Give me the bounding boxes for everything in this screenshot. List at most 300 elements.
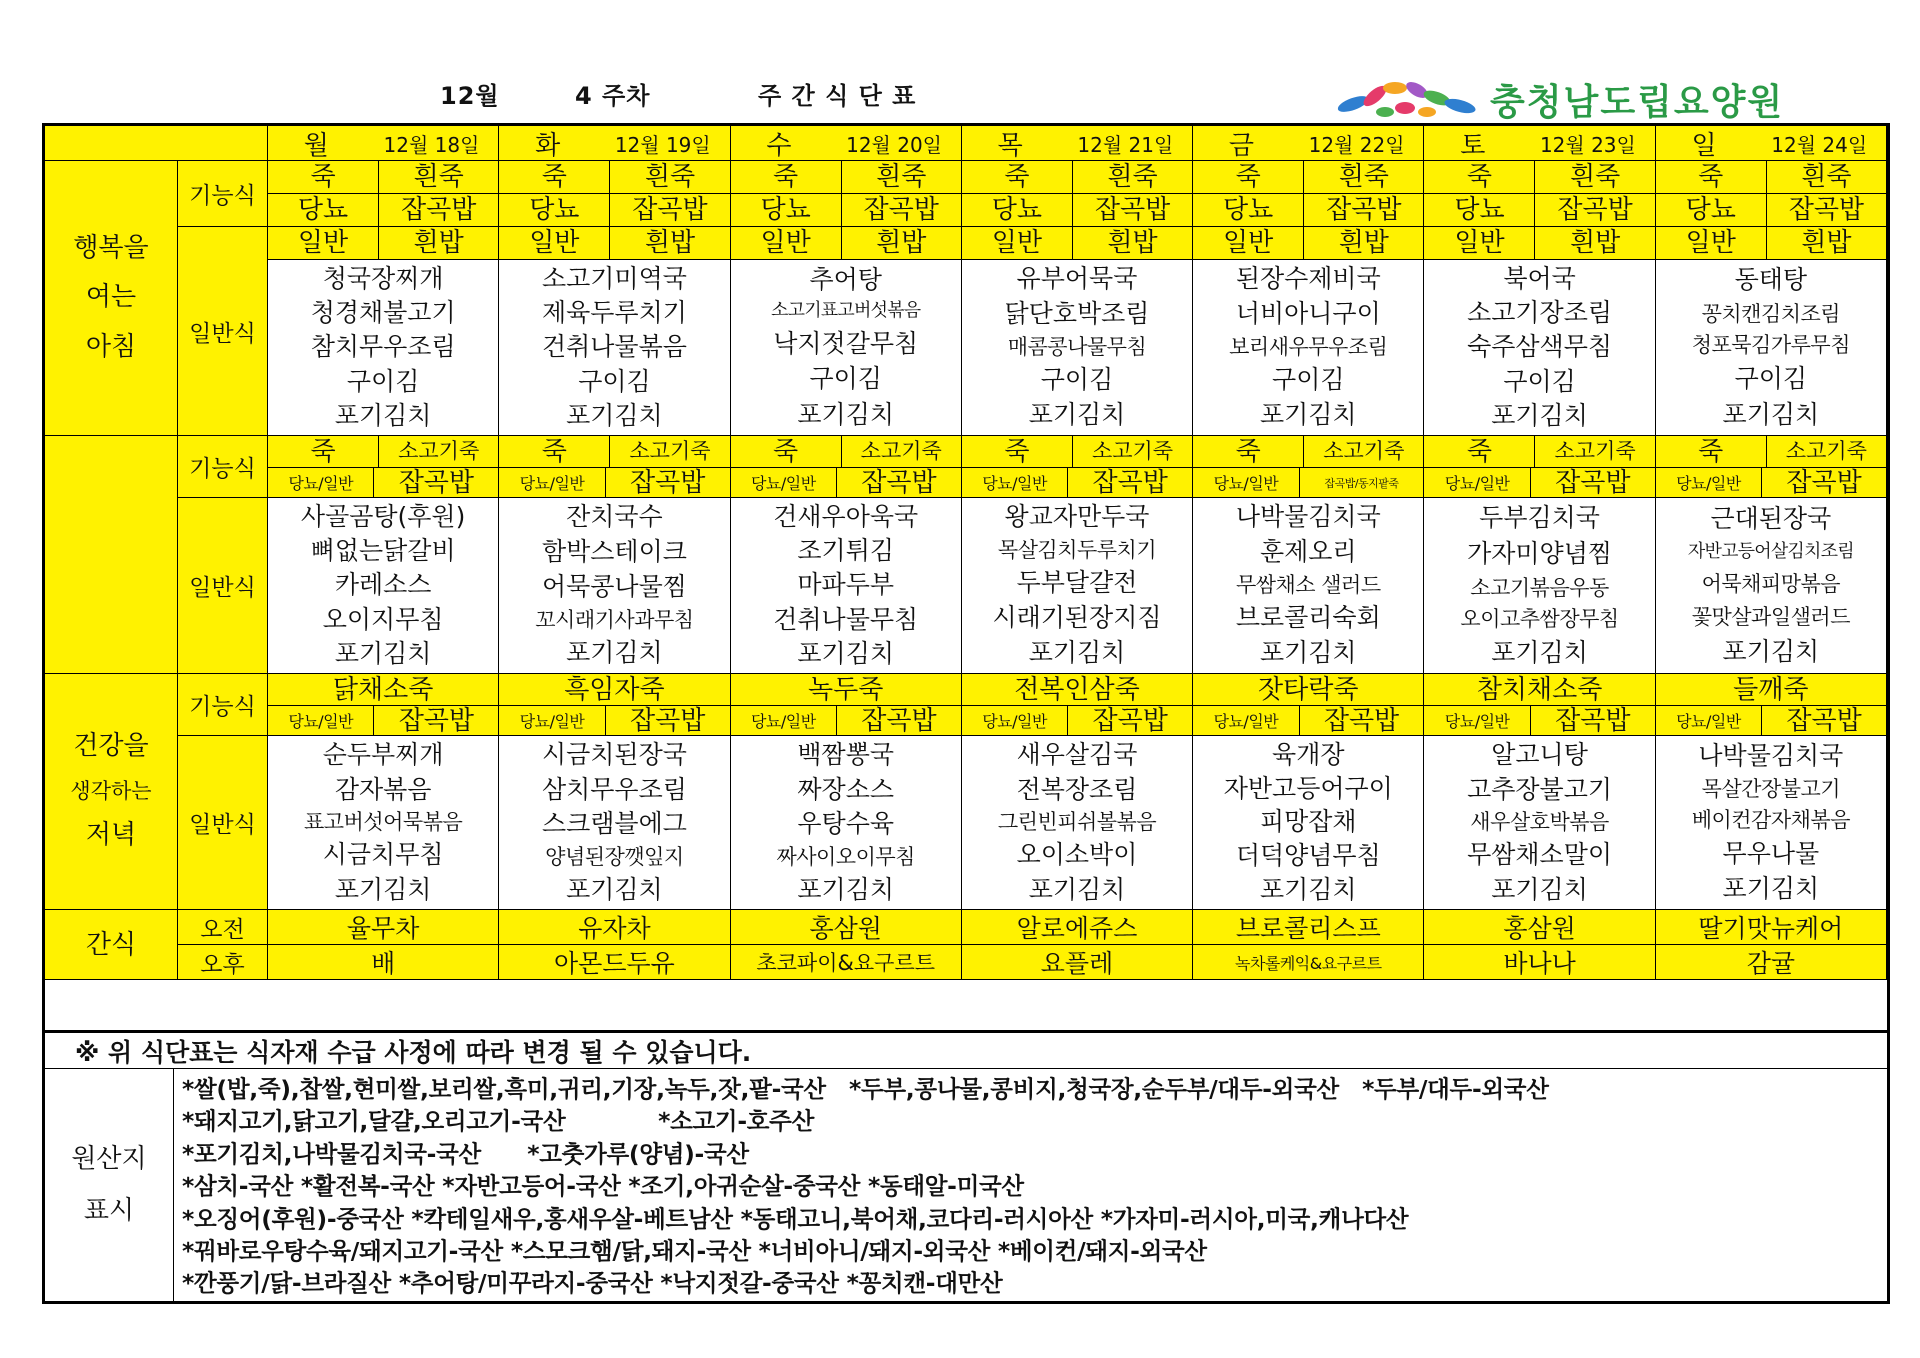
- menu-item: 청포묵김가루무침: [1691, 333, 1850, 358]
- snack-am-cell: 알로에쥬스: [962, 910, 1193, 945]
- breakfast-regular-rice-cell: [1193, 227, 1424, 260]
- cell-left: 일반: [962, 227, 1073, 259]
- dinner-porridge-cell: 참치채소죽: [1424, 674, 1655, 706]
- menu-item: 건취나물무침: [773, 604, 919, 634]
- snack-pm-cell: 요플레: [962, 945, 1193, 980]
- menu-item: 청경채불고기: [310, 298, 456, 328]
- dinner-menu-sun: [1656, 736, 1887, 910]
- menu-item: 구이김: [1040, 365, 1114, 395]
- cell-right: 흰죽: [644, 162, 696, 192]
- cell-left: 죽: [1424, 161, 1535, 193]
- lunch-functional-label: 기능식: [178, 436, 268, 498]
- breakfast-diabetic-cell: [1424, 194, 1655, 227]
- menu-item: 오이지무침: [322, 604, 444, 634]
- cell-right: 잡곡밥: [632, 195, 708, 225]
- menu-item: 포기김치: [566, 638, 663, 668]
- menu-item: 포기김치: [1722, 399, 1820, 429]
- menu-item: 포기김치: [1259, 400, 1357, 430]
- cell-left: 당뇨/일반: [731, 706, 837, 735]
- menu-item: 자반고등어구이: [1223, 773, 1393, 803]
- snack-am-cell: 딸기맛뉴케어: [1656, 910, 1887, 945]
- menu-item: 시금치무침: [322, 839, 444, 869]
- dinner-rice-cell: [1424, 706, 1655, 736]
- day-header-sun: [1656, 126, 1887, 161]
- cell-right: 흰죽: [1107, 162, 1158, 192]
- cell-left: 죽: [1656, 436, 1767, 467]
- menu-change-notice: ※ 위 식단표는 식자재 수급 사정에 따라 변경 될 수 있습니다.: [42, 1033, 1890, 1069]
- cell-right: 잡곡밥: [863, 195, 939, 225]
- snack-pm-cell: 배: [268, 945, 499, 980]
- day-date: 12월 20일: [846, 132, 942, 157]
- snack-am-cell: 홍삼원: [1424, 910, 1655, 945]
- lunch-porridge-cell: [1656, 436, 1887, 468]
- menu-item: 시금치된장국: [541, 740, 687, 770]
- cell-right: 잡곡밥: [861, 468, 937, 498]
- cell-left: 죽: [731, 161, 842, 193]
- menu-item: 왕교자만두국: [1004, 502, 1150, 532]
- breakfast-menu-sat: [1424, 260, 1655, 436]
- dinner-rice-cell: [1193, 706, 1424, 736]
- menu-item: 포기김치: [1028, 638, 1126, 668]
- menu-item: 베이컨감자채볶음: [1691, 808, 1850, 833]
- cell-left: 당뇨/일반: [731, 468, 837, 497]
- menu-item: 두부달걀전: [1016, 568, 1138, 598]
- lunch-rice-cell: [268, 468, 499, 498]
- section-label-line: 여는: [85, 282, 137, 313]
- day-date: 12월 24일: [1771, 132, 1868, 157]
- breakfast-regular-rice-cell: [962, 227, 1193, 260]
- menu-item: 더덕양념무침: [1235, 841, 1381, 871]
- menu-item: 구이김: [1734, 364, 1808, 394]
- dinner-menu-tue: [499, 736, 730, 910]
- lunch-rice-cell: [1424, 468, 1655, 498]
- cell-left: 죽: [962, 436, 1073, 467]
- menu-item: 소고기미역국: [541, 263, 687, 293]
- cell-left: 일반: [731, 227, 842, 259]
- cell-left: 일반: [1193, 227, 1304, 259]
- dinner-general-label: 일반식: [178, 736, 268, 910]
- cell-left: 당뇨/일반: [962, 468, 1068, 497]
- lunch-rice-cell: [499, 468, 730, 498]
- day-header-sat: [1424, 126, 1655, 161]
- cell-left: 당뇨: [1193, 194, 1304, 226]
- menu-item: 포기김치: [1722, 874, 1820, 904]
- menu-item: 양념된장깻잎지: [545, 845, 684, 870]
- week-label: 4 주차: [575, 82, 651, 110]
- lunch-porridge-cell: [268, 436, 499, 468]
- lunch-porridge-cell: [1424, 436, 1655, 468]
- dinner-rice-cell: [268, 706, 499, 736]
- dinner-menu-thu: [962, 736, 1193, 910]
- breakfast-porridge-cell: [499, 161, 730, 194]
- day-header-mon: [268, 126, 499, 161]
- cell-right: 잡곡밥: [1094, 195, 1171, 225]
- cell-right: 흰밥: [644, 228, 696, 258]
- cell-right: 잡곡밥: [1323, 706, 1400, 736]
- cell-left: 당뇨/일반: [499, 706, 605, 735]
- cell-right: 흰죽: [413, 162, 464, 192]
- menu-item: 구이김: [1272, 365, 1345, 395]
- menu-item: 보리새우무우조림: [1229, 335, 1388, 360]
- snack-pm-cell: 아몬드두유: [499, 945, 730, 980]
- cell-left: 당뇨/일반: [1656, 468, 1762, 497]
- menu-item: 근대된장국: [1710, 503, 1832, 533]
- menu-item: 마파두부: [797, 570, 894, 600]
- month-label: 12월: [440, 82, 500, 110]
- cell-left: 일반: [1656, 227, 1767, 259]
- snack-am-cell: 율무차: [268, 910, 499, 945]
- menu-item: 숙주삼색무침: [1467, 332, 1613, 362]
- lunch-menu-fri: [1193, 498, 1424, 674]
- menu-item: 나박물김치국: [1235, 502, 1381, 532]
- cell-left: 당뇨: [962, 194, 1073, 226]
- origin-line: *꿔바로우탕수육/돼지고기-국산 *스모크햄/닭,돼지-국산 *너비아니/돼지-외국산 *베이컨/돼지-외국산: [182, 1236, 1207, 1265]
- menu-item: 그린빈피쉬볼볶음: [997, 810, 1157, 835]
- cell-left: 당뇨: [1656, 194, 1767, 226]
- cell-right: 잡곡밥: [1555, 468, 1631, 498]
- cell-left: 죽: [499, 436, 610, 467]
- cell-left: 당뇨: [499, 194, 610, 226]
- day-name: 월: [303, 130, 329, 161]
- snack-section-label: 간식: [45, 910, 178, 980]
- menu-item: 우탕수육: [797, 809, 894, 839]
- cell-right: 잡곡밥: [861, 706, 937, 736]
- menu-item: 고추장불고기: [1467, 774, 1613, 804]
- dinner-functional-label: 기능식: [178, 674, 268, 736]
- menu-item: 구이김: [578, 366, 651, 396]
- menu-item: 건새우아욱국: [773, 501, 919, 531]
- cell-right: 잡곡밥: [398, 706, 475, 736]
- menu-item: 알고니탕: [1491, 740, 1588, 770]
- cell-right: 흰밥: [1107, 228, 1158, 258]
- day-header-tue: [499, 126, 730, 161]
- cell-left: 당뇨/일반: [1656, 706, 1762, 735]
- menu-item: 포기김치: [1491, 637, 1588, 667]
- dinner-rice-cell: [962, 706, 1193, 736]
- dinner-rice-cell: [731, 706, 962, 736]
- dinner-rice-cell: [1656, 706, 1887, 736]
- snack-pm-cell: 녹차롤케익&요구르트: [1193, 945, 1424, 980]
- origin-line: *돼지고기,닭고기,달걀,오리고기-국산 *소고기-호주산: [182, 1107, 814, 1136]
- lunch-porridge-cell: [1193, 436, 1424, 468]
- breakfast-porridge-cell: [1424, 161, 1655, 194]
- dinner-menu-mon: [268, 736, 499, 910]
- cell-right: 소고기죽: [1785, 439, 1867, 463]
- cell-right: 흰밥: [1569, 228, 1621, 258]
- cell-left: 죽: [1656, 161, 1767, 193]
- menu-item: 목살김치두루치기: [997, 538, 1157, 563]
- cell-left: 죽: [962, 161, 1073, 193]
- menu-item: 스크램블에그: [541, 809, 687, 839]
- lunch-menu-sun: [1656, 498, 1887, 674]
- cell-right: 소고기죽: [1323, 439, 1405, 463]
- cell-left: 당뇨/일반: [499, 468, 605, 497]
- breakfast-regular-rice-cell: [1656, 227, 1887, 260]
- menu-item: 삼치무우조림: [541, 774, 687, 804]
- menu-item: 육개장: [1272, 739, 1345, 769]
- breakfast-general-label: 일반식: [178, 227, 268, 436]
- menu-item: 감자볶음: [334, 774, 432, 804]
- cell-left: 당뇨/일반: [1424, 468, 1530, 497]
- menu-item: 구이김: [1503, 366, 1576, 396]
- menu-item: 꼬시래기사과무침: [535, 608, 694, 633]
- menu-item: 자반고등어살김치조림: [1687, 540, 1854, 562]
- cell-right: 잡곡밥: [1788, 195, 1865, 225]
- cell-left: 당뇨: [731, 194, 842, 226]
- breakfast-porridge-cell: [268, 161, 499, 194]
- snack-pm-cell: 감귤: [1656, 945, 1887, 980]
- menu-item: 포기김치: [1259, 874, 1357, 904]
- breakfast-diabetic-cell: [499, 194, 730, 227]
- dinner-porridge-cell: 전복인삼죽: [962, 674, 1193, 706]
- day-header-fri: [1193, 126, 1424, 161]
- cell-right: 흰죽: [1569, 162, 1621, 192]
- menu-item: 소고기장조림: [1467, 298, 1613, 328]
- cell-left: 당뇨/일반: [1193, 706, 1299, 735]
- menu-item: 포기김치: [1028, 874, 1126, 904]
- menu-item: 전복장조림: [1016, 774, 1138, 804]
- cell-right: 흰밥: [1801, 228, 1852, 258]
- menu-item: 너비아니구이: [1235, 299, 1381, 329]
- menu-item: 브로콜리숙회: [1235, 603, 1381, 633]
- lunch-porridge-cell: [962, 436, 1193, 468]
- org-name: 충청남도립요양원: [1490, 82, 1785, 123]
- lunch-menu-sat: [1424, 498, 1655, 674]
- cell-right: 흰죽: [1801, 162, 1852, 192]
- breakfast-diabetic-cell: [731, 194, 962, 227]
- cell-left: 당뇨/일반: [962, 706, 1068, 735]
- cell-left: 일반: [499, 227, 610, 259]
- lunch-menu-mon: [268, 498, 499, 674]
- menu-item: 함박스테이크: [541, 537, 687, 567]
- dinner-rice-cell: [499, 706, 730, 736]
- org-logo: [1335, 70, 1875, 126]
- section-label-line: 생각하는: [70, 778, 152, 803]
- dinner-menu-sat: [1424, 736, 1655, 910]
- menu-item: 새우살호박볶음: [1470, 810, 1609, 835]
- menu-item: 된장수제비국: [1235, 264, 1381, 294]
- menu-item: 순두부찌개: [322, 740, 444, 770]
- menu-item: 무쌈채소말이: [1467, 839, 1613, 869]
- cell-right: 소고기죽: [398, 439, 480, 463]
- breakfast-menu-sun: [1656, 260, 1887, 436]
- breakfast-porridge-cell: [731, 161, 962, 194]
- breakfast-menu-fri: [1193, 260, 1424, 436]
- menu-item: 소고기볶음우동: [1470, 575, 1609, 600]
- snack-am-cell: 홍삼원: [731, 910, 962, 945]
- menu-item: 포기김치: [797, 874, 894, 904]
- menu-item: 닭단호박조림: [1004, 299, 1150, 329]
- origin-line: *삼치-국산 *활전복-국산 *자반고등어-국산 *조기,아귀순살-중국산 *동태알-미국산: [182, 1172, 1024, 1201]
- cell-left: 죽: [499, 161, 610, 193]
- menu-item: 포기김치: [797, 400, 894, 430]
- day-date: 12월 19일: [614, 132, 711, 157]
- breakfast-diabetic-cell: [962, 194, 1193, 227]
- breakfast-menu-wed: [731, 260, 962, 436]
- origin-section: [42, 1069, 1890, 1304]
- breakfast-regular-rice-cell: [1424, 227, 1655, 260]
- menu-item: 동태탕: [1734, 264, 1808, 294]
- weekly-menu-table: [42, 123, 1890, 1033]
- lunch-rice-cell: [731, 468, 962, 498]
- day-header-wed: [731, 126, 962, 161]
- snack-pm-cell: 초코파이&요구르트: [731, 945, 962, 980]
- lunch-menu-tue: [499, 498, 730, 674]
- cell-left: 죽: [268, 161, 379, 193]
- menu-item: 가자미양념찜: [1467, 538, 1613, 568]
- lunch-porridge-cell: [731, 436, 962, 468]
- breakfast-regular-rice-cell: [499, 227, 730, 260]
- cell-right: 잡곡밥: [1092, 706, 1168, 736]
- menu-item: 포기김치: [1491, 874, 1588, 904]
- menu-item: 시래기된장지짐: [992, 603, 1162, 633]
- cell-right: 흰밥: [1338, 228, 1389, 258]
- cell-left: 당뇨: [268, 194, 379, 226]
- cell-right: 잡곡밥: [1326, 195, 1402, 225]
- menu-item: 포기김치: [334, 400, 432, 430]
- cell-right: 흰밥: [876, 228, 927, 258]
- cell-right: 잡곡밥: [1786, 706, 1862, 736]
- breakfast-diabetic-cell: [268, 194, 499, 227]
- menu-item: 사골곰탕(후원): [300, 501, 466, 531]
- cell-right: 소고기죽: [1091, 439, 1174, 463]
- menu-item: 짜장소스: [797, 774, 894, 804]
- menu-item: 짜사이오이무침: [776, 845, 915, 870]
- menu-item: 무쌈채소 샐러드: [1235, 573, 1381, 598]
- breakfast-regular-rice-cell: [731, 227, 962, 260]
- menu-item: 구이김: [809, 364, 882, 394]
- day-name: 수: [766, 130, 792, 161]
- menu-item: 어묵채피망볶음: [1701, 571, 1841, 596]
- day-date: 12월 22일: [1308, 132, 1405, 157]
- breakfast-functional-label: 기능식: [178, 161, 268, 227]
- cell-right: 잡곡밥: [1092, 468, 1168, 498]
- menu-item: 꽁치캔김치조림: [1701, 301, 1841, 326]
- snack-pm-cell: 바나나: [1424, 945, 1655, 980]
- breakfast-diabetic-cell: [1656, 194, 1887, 227]
- origin-label-line: 원산지: [71, 1144, 147, 1174]
- menu-item: 피망잡채: [1259, 807, 1357, 837]
- cell-right: 흰밥: [413, 228, 464, 258]
- cell-left: 죽: [268, 436, 379, 467]
- breakfast-menu-mon: [268, 260, 499, 436]
- menu-item: 훈제오리: [1259, 537, 1357, 567]
- dinner-porridge-cell: 잣타락죽: [1193, 674, 1424, 706]
- breakfast-menu-tue: [499, 260, 730, 436]
- breakfast-regular-rice-cell: [268, 227, 499, 260]
- dinner-porridge-cell: 흑임자죽: [499, 674, 730, 706]
- breakfast-section-label: [45, 161, 178, 436]
- day-date: 12월 23일: [1539, 132, 1636, 157]
- dinner-menu-fri: [1193, 736, 1424, 910]
- menu-item: 포기김치: [797, 638, 894, 668]
- dinner-menu-wed: [731, 736, 962, 910]
- cell-right: 소고기죽: [860, 439, 942, 463]
- cell-left: 죽: [1193, 161, 1304, 193]
- snack-pm-label: 오후: [178, 945, 268, 980]
- cell-left: 일반: [268, 227, 379, 259]
- origin-line: *쌀(밥,죽),찹쌀,현미쌀,보리쌀,흑미,귀리,기장,녹두,잣,팥-국산 *두부,콩나물,콩비지,청국장,순두부/대두-외국산 *두부/대두-외국산: [182, 1075, 1549, 1103]
- dinner-section-label: [45, 674, 178, 910]
- snack-am-cell: 유자차: [499, 910, 730, 945]
- origin-label: [45, 1069, 174, 1301]
- menu-item: 포기김치: [1491, 400, 1588, 430]
- menu-item: 유부어묵국: [1016, 264, 1138, 294]
- section-label-line: 아침: [85, 331, 137, 362]
- menu-item: 건취나물볶음: [541, 332, 687, 362]
- menu-item: 포기김치: [334, 638, 432, 668]
- cell-left: 당뇨: [1424, 194, 1535, 226]
- menu-item: 포기김치: [1028, 400, 1126, 430]
- menu-item: 소고기표고버섯볶음: [771, 300, 921, 322]
- snack-am-label: 오전: [178, 910, 268, 945]
- menu-item: 오이고추쌈장무침: [1460, 607, 1619, 632]
- cell-left: 죽: [1193, 436, 1304, 467]
- menu-item: 추어탕: [809, 264, 882, 294]
- cell-right: 잡곡밥: [1555, 706, 1631, 736]
- cell-right: 잡곡밥/동지팥죽: [1324, 476, 1399, 490]
- menu-item: 구이김: [346, 366, 420, 396]
- menu-item: 포기김치: [1722, 637, 1820, 667]
- origin-line: *깐풍기/닭-브라질산 *추어탕/미꾸라지-중국산 *낙지젓갈-중국산 *꽁치캔-대만산: [182, 1269, 1003, 1298]
- section-label-line: 저녁: [85, 820, 137, 851]
- cell-right: 흰죽: [1338, 162, 1389, 192]
- cell-left: 일반: [1424, 227, 1535, 259]
- menu-item: 매콤콩나물무침: [1007, 335, 1147, 360]
- menu-item: 카레소스: [334, 570, 432, 600]
- cell-right: 소고기죽: [629, 439, 711, 463]
- day-name: 화: [535, 130, 561, 161]
- cell-right: 잡곡밥: [1786, 468, 1862, 498]
- dinner-porridge-cell: 들깨죽: [1656, 674, 1887, 706]
- menu-item: 참치무우조림: [310, 332, 456, 362]
- day-date: 12월 18일: [383, 132, 480, 157]
- lunch-rice-cell: [1193, 468, 1424, 498]
- day-name: 일: [1691, 130, 1717, 161]
- menu-item: 백짬뽕국: [797, 740, 894, 770]
- lunch-menu-wed: [731, 498, 962, 674]
- day-name: 토: [1460, 130, 1486, 161]
- menu-item: 두부김치국: [1479, 502, 1600, 532]
- section-label-line: 행복을: [73, 232, 149, 263]
- cell-right: 잡곡밥: [398, 468, 475, 498]
- lunch-section-label: [45, 436, 178, 674]
- origin-line: *오징어(후원)-중국산 *칵테일새우,홍새우살-베트남산 *동태고니,북어채,코다리-러시아산 *가자미-러시아,미국,캐나다산: [182, 1204, 1409, 1233]
- cell-right: 잡곡밥: [629, 468, 706, 498]
- origin-label-line: 표시: [83, 1196, 135, 1226]
- cell-right: 흰죽: [876, 162, 927, 192]
- menu-item: 포기김치: [334, 874, 432, 904]
- menu-item: 포기김치: [566, 874, 663, 904]
- cell-left: 당뇨/일반: [268, 468, 374, 497]
- day-name: 금: [1228, 130, 1255, 161]
- breakfast-porridge-cell: [1193, 161, 1424, 194]
- menu-item: 표고버섯어묵볶음: [303, 810, 463, 835]
- menu-item: 뼈없는닭갈비: [310, 536, 456, 566]
- cell-left: 죽: [1424, 436, 1535, 467]
- lunch-rice-cell: [1656, 468, 1887, 498]
- breakfast-porridge-cell: [1656, 161, 1887, 194]
- breakfast-menu-thu: [962, 260, 1193, 436]
- lunch-porridge-cell: [499, 436, 730, 468]
- day-date: 12월 21일: [1077, 132, 1174, 157]
- menu-item: 꽃맛살과일샐러드: [1691, 605, 1850, 630]
- corner-cell: [45, 126, 268, 161]
- dinner-porridge-cell: 녹두죽: [731, 674, 962, 706]
- cell-left: 당뇨/일반: [268, 706, 374, 735]
- menu-item: 청국장찌개: [322, 263, 444, 293]
- menu-item: 포기김치: [1259, 638, 1357, 668]
